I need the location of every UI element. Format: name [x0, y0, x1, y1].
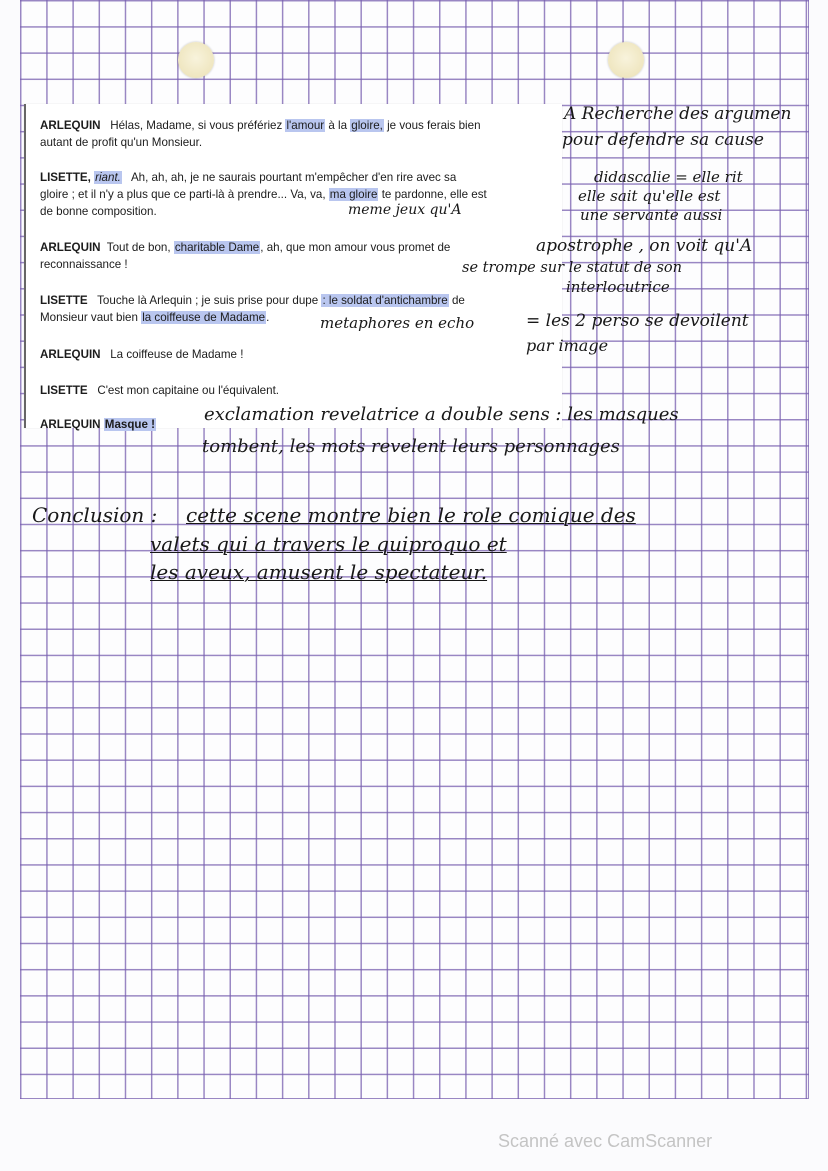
line-lisette-2: LISETTE Touche là Arlequin ; je suis prise pour dupe : le soldat d'antichambre de [40, 294, 465, 307]
line-arlequin-1: ARLEQUIN Hélas, Madame, si vous préfériez l'amour à la gloire, je vous ferais bien [40, 119, 481, 132]
binder-hole-left [178, 42, 214, 78]
conclusion-label: Conclusion : [32, 503, 158, 527]
note-perso-devoilent: = les 2 perso se devoilent [526, 311, 749, 331]
line-lisette-1: LISETTE, riant. Ah, ah, ah, je ne saurais pourtant m'empêcher d'en rire avec sa [40, 171, 457, 184]
conclusion-line-1: cette scene montre bien le role comique des [186, 503, 636, 527]
highlight-gloire: gloire, [351, 119, 383, 132]
note-apostrophe: apostrophe , on voit qu'A [536, 236, 753, 256]
note-didascalie: didascalie = elle rit [594, 168, 743, 186]
note-meme-jeux: meme jeux qu'A [348, 202, 462, 218]
line-lisette-3: LISETTE C'est mon capitaine ou l'équivalent. [40, 384, 280, 397]
highlight-ma-gloire: ma gloire [329, 188, 378, 201]
highlight-coiffeuse: la coiffeuse de Madame [142, 311, 266, 324]
binder-hole-right [608, 42, 644, 78]
highlight-masque: Masque ! [104, 418, 156, 431]
note-exclamation: exclamation revelatrice a double sens : les masques [204, 404, 679, 425]
scanner-watermark: Scanné avec CamScanner [498, 1131, 713, 1151]
conclusion-line-3: les aveux, amusent le spectateur. [150, 560, 488, 584]
printed-excerpt: ARLEQUIN Hélas, Madame, si vous préfériez l'amour à la gloire, je vous ferais bien autant de profit qu'un Monsieur. LISETTE, riant. Ah, ah, ah, je ne saurais pourtant m'empêcher d'en rire avec sa gloire ; et il n'y a plus que ce parti-là à prendre... Va, va, ma gloire te pardonne, elle est de bonne composition. ARLEQUIN Tout de bon, charitable Dame, ah, que mon amour vous promet de reconnaissance ! LISETTE Touche là Arlequin ; je suis prise pour dupe : le soldat d'antichambre de Monsieur vaut bien la coiffeuse de Madame. ARLEQUIN La coiffeuse de Madame ! LISETTE C'est mon capitaine ou l'équivalent. ARLEQUIN Masque ! [24, 104, 562, 428]
highlight-charitable-dame: charitable Dame [174, 241, 260, 254]
line-arlequin-2: ARLEQUIN Tout de bon, charitable Dame, ah, que mon amour vous promet de [40, 241, 451, 254]
highlight-riant: riant. [95, 171, 121, 184]
conclusion-line-2: valets qui a travers le quiproquo et [150, 532, 507, 556]
highlight-amour: l'amour [286, 119, 325, 132]
note-arguments: A Recherche des argumen [564, 104, 792, 124]
line-arlequin-3: ARLEQUIN La coiffeuse de Madame ! [40, 348, 244, 361]
line-arlequin-4: ARLEQUIN Masque ! [40, 418, 156, 431]
note-metaphores: metaphores en echo [320, 314, 475, 332]
highlight-soldat: : le soldat d'antichambre [322, 294, 448, 307]
